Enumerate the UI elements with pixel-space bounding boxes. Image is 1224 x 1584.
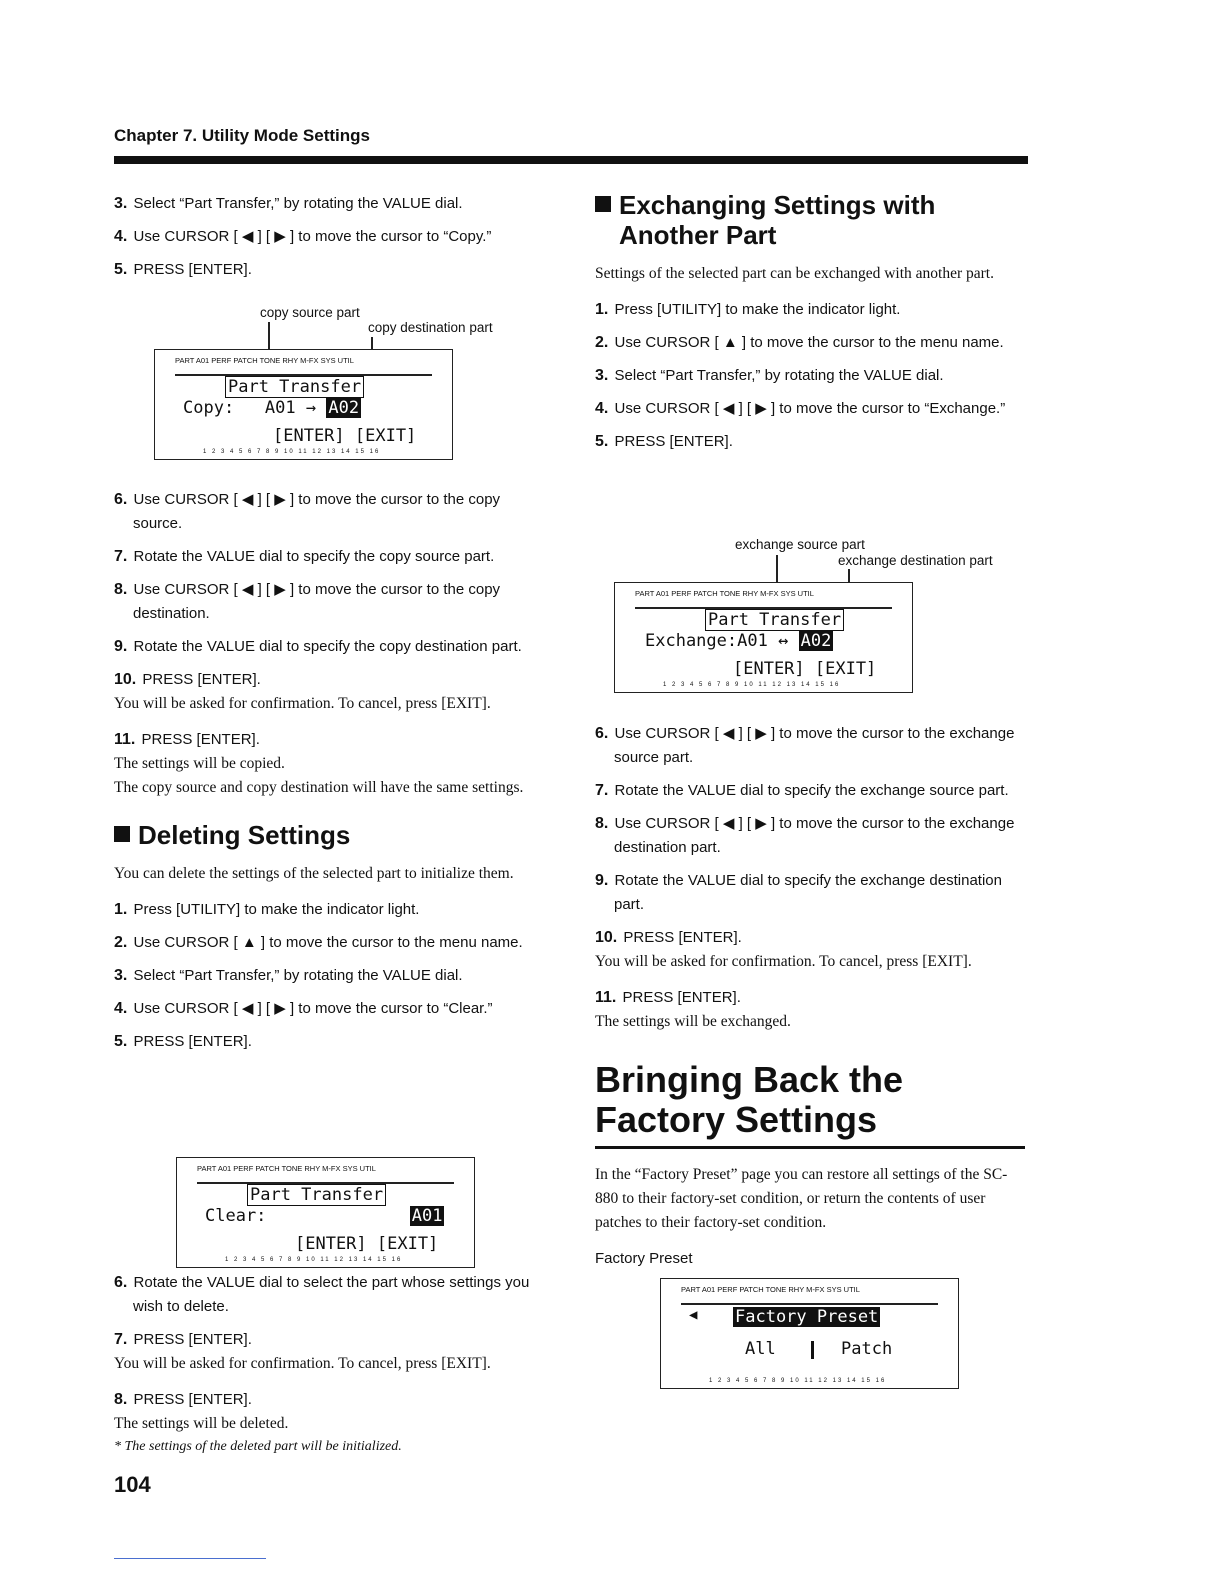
lcd-copy-label: Copy: xyxy=(183,398,235,418)
lcd-option-all: All xyxy=(745,1339,776,1359)
step: 11. PRESS [ENTER]. xyxy=(114,731,260,748)
copy-source-caption: copy source part xyxy=(260,305,360,320)
lcd-part-numbers: 1 2 3 4 5 6 7 8 9 10 11 12 13 14 15 16 xyxy=(663,682,841,688)
lcd-divider xyxy=(681,1303,938,1305)
chapter-title: Chapter 7. Utility Mode Settings xyxy=(114,126,370,145)
step: 7. Rotate the VALUE dial to specify the exchange source part. xyxy=(595,782,1009,799)
step: 7. PRESS [ENTER]. xyxy=(114,1331,252,1348)
body-text: The settings will be copied. xyxy=(114,755,285,772)
body-text: In the “Factory Preset” page you can restore all settings of the SC-880 to their factory-set condition, or return the contents of user patches to their factory-set condition. xyxy=(595,1166,1008,1231)
body-text: Settings of the selected part can be exchanged with another part. xyxy=(595,265,994,282)
body-text: The copy source and copy destination will have the same settings. xyxy=(114,779,524,796)
step: 5. PRESS [ENTER]. xyxy=(114,261,252,278)
page-number: 104 xyxy=(114,1472,151,1497)
square-bullet-icon xyxy=(114,826,130,842)
lcd-clear-part: A01 xyxy=(411,1206,443,1226)
step: 3. Select “Part Transfer,” by rotating the VALUE dial. xyxy=(114,195,463,212)
lcd-enter-exit: [ENTER] [EXIT] xyxy=(295,1234,439,1254)
exchange-destination-caption: exchange destination part xyxy=(838,553,993,568)
heading-factory-settings: Bringing Back the Factory Settings xyxy=(595,1059,904,1140)
step: 3. Select “Part Transfer,” by rotating the VALUE dial. xyxy=(114,967,463,984)
body-text: The settings will be deleted. xyxy=(114,1415,289,1432)
step: 4. Use CURSOR [ ◀ ] [ ▶ ] to move the cursor to “Exchange.” xyxy=(595,400,1006,417)
left-arrow-icon: ◀ xyxy=(689,1307,698,1323)
square-bullet-icon xyxy=(595,196,611,212)
lcd-copy xyxy=(154,349,453,460)
lcd-cursor xyxy=(811,1341,814,1359)
step: 3. Select “Part Transfer,” by rotating the VALUE dial. xyxy=(595,367,944,384)
step: 8. Use CURSOR [ ◀ ] [ ▶ ] to move the cursor to the exchange destination part. xyxy=(595,815,1015,856)
right-column-2 xyxy=(595,722,1025,1280)
right-column xyxy=(595,176,1025,463)
lcd-menu-name: Part Transfer xyxy=(225,376,364,398)
step: 6. Use CURSOR [ ◀ ] [ ▶ ] to move the cursor to the copy source. xyxy=(114,491,501,532)
lcd-indicators: PART A01 PERF PATCH TONE RHY M-FX SYS UTIL xyxy=(681,1285,860,1294)
step: 8. PRESS [ENTER]. xyxy=(114,1391,252,1408)
lcd-part-numbers: 1 2 3 4 5 6 7 8 9 10 11 12 13 14 15 16 xyxy=(225,1257,403,1263)
step: 4. Use CURSOR [ ◀ ] [ ▶ ] to move the cursor to “Copy.” xyxy=(114,228,492,245)
lcd-copy-destination: A02 xyxy=(328,398,360,418)
lcd-clear xyxy=(176,1157,475,1268)
confirm-text: You will be asked for confirmation. To cancel, press [EXIT]. xyxy=(114,1355,491,1372)
step: 6. Rotate the VALUE dial to select the part whose settings you wish to delete. xyxy=(114,1274,530,1315)
lcd-indicators: PART A01 PERF PATCH TONE RHY M-FX SYS UTIL xyxy=(175,356,354,365)
note: * The settings of the deleted part will be initialized. xyxy=(114,1439,402,1454)
body-text: The settings will be exchanged. xyxy=(595,1013,791,1030)
step: 10. PRESS [ENTER]. xyxy=(595,929,742,946)
lcd-menu-name: Factory Preset xyxy=(735,1307,879,1327)
lcd-option-patch: Patch xyxy=(841,1339,893,1359)
lcd-enter-exit: [ENTER] [EXIT] xyxy=(733,659,877,679)
confirm-text: You will be asked for confirmation. To cancel, press [EXIT]. xyxy=(595,953,972,970)
left-column-2 xyxy=(114,488,544,1063)
step: 1. Press [UTILITY] to make the indicator light. xyxy=(595,301,901,318)
step: 5. PRESS [ENTER]. xyxy=(595,433,733,450)
chapter-rule xyxy=(114,156,1028,164)
body-text: You can delete the settings of the selected part to initialize them. xyxy=(114,865,514,882)
heading-deleting-settings: Deleting Settings xyxy=(114,820,544,850)
lcd-factory-preset xyxy=(660,1278,959,1389)
lcd-arrow: ↔ xyxy=(778,631,789,651)
step: 2. Use CURSOR [ ▲ ] to move the cursor to the menu name. xyxy=(114,934,523,951)
lcd-indicators: PART A01 PERF PATCH TONE RHY M-FX SYS UTIL xyxy=(635,589,814,598)
lcd-indicators: PART A01 PERF PATCH TONE RHY M-FX SYS UTIL xyxy=(197,1164,376,1173)
step: 11. PRESS [ENTER]. xyxy=(595,989,741,1006)
lcd-menu-name: Part Transfer xyxy=(247,1184,386,1206)
lcd-part-numbers: 1 2 3 4 5 6 7 8 9 10 11 12 13 14 15 16 xyxy=(203,449,381,455)
step: 5. PRESS [ENTER]. xyxy=(114,1033,252,1050)
lcd-arrow: → xyxy=(305,398,317,418)
step: 4. Use CURSOR [ ◀ ] [ ▶ ] to move the cursor to “Clear.” xyxy=(114,1000,493,1017)
lcd-exchange xyxy=(614,582,913,693)
step: 6. Use CURSOR [ ◀ ] [ ▶ ] to move the cursor to the exchange source part. xyxy=(595,725,1015,766)
lcd-copy-source: A01 xyxy=(264,398,296,418)
heading-exchanging-settings: Exchanging Settings with Another Part xyxy=(595,190,1025,250)
lcd-exchange-source: A01 xyxy=(737,631,768,651)
lcd-enter-exit: [ENTER] [EXIT] xyxy=(273,426,417,446)
step: 2. Use CURSOR [ ▲ ] to move the cursor to the menu name. xyxy=(595,334,1004,351)
step: 10. PRESS [ENTER]. xyxy=(114,671,261,688)
lcd-part-numbers: 1 2 3 4 5 6 7 8 9 10 11 12 13 14 15 16 xyxy=(709,1378,887,1384)
factory-preset-label: Factory Preset xyxy=(595,1250,693,1267)
lcd-menu-name: Part Transfer xyxy=(705,609,844,631)
confirm-text: You will be asked for confirmation. To cancel, press [EXIT]. xyxy=(114,695,491,712)
step: 8. Use CURSOR [ ◀ ] [ ▶ ] to move the cursor to the copy destination. xyxy=(114,581,501,622)
copy-destination-caption: copy destination part xyxy=(368,320,493,335)
heading-rule xyxy=(595,1146,1025,1149)
lcd-clear-label: Clear: xyxy=(205,1206,267,1226)
lcd-exchange-label: Exchange: xyxy=(645,631,738,651)
footer-line xyxy=(114,1558,266,1559)
lcd-exchange-destination: A02 xyxy=(800,631,832,651)
left-column-3 xyxy=(114,1271,544,1458)
step: 9. Rotate the VALUE dial to specify the exchange destination part. xyxy=(595,872,1002,913)
exchange-source-caption: exchange source part xyxy=(735,537,865,552)
step: 7. Rotate the VALUE dial to specify the copy source part. xyxy=(114,548,495,565)
left-column xyxy=(114,192,544,291)
step: 1. Press [UTILITY] to make the indicator light. xyxy=(114,901,420,918)
step: 9. Rotate the VALUE dial to specify the copy destination part. xyxy=(114,638,522,655)
